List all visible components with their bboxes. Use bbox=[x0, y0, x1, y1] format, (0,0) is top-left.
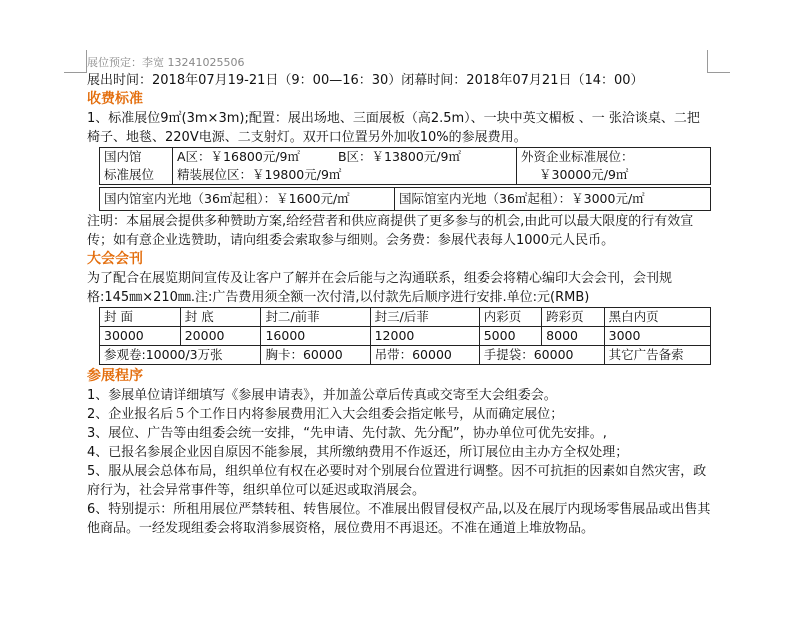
ad-header-cell: 封 面 bbox=[100, 308, 181, 327]
procedure-item: 4、已报名参展企业因自原因不能参展，其所缴纳费用不作返还，所订展位由主办方全权处理； bbox=[87, 445, 629, 460]
other-ads: 其它广告备索 bbox=[604, 346, 710, 365]
procedure-heading: 参展程序 bbox=[87, 368, 143, 384]
domestic-standard-label: 国内馆 标准展位 bbox=[100, 148, 173, 185]
deluxe-price: 精装展位区：￥19800元/9㎡ bbox=[177, 167, 342, 182]
ad-value-row bbox=[100, 327, 711, 346]
domestic-prices bbox=[173, 148, 517, 185]
visitor-ticket: 参观卷:10000/3万张 bbox=[100, 346, 261, 365]
procedure-item: 6、特别提示：所租用展位严禁转租、转售展位。不准展出假冒侵权产品,以及在展厅内现场零售展品或出售其他商品。一经发现组委会将取消参展资格，展位费用不再退还。不准在通道上堆放物品。 bbox=[87, 502, 711, 536]
ad-value-cell: 5000 bbox=[479, 327, 541, 346]
fees-heading: 收费标准 bbox=[87, 91, 143, 107]
fees-paragraph: 1、标准展位9㎡(3m×3m);配置：展出场地、三面展板（高2.5m）、一块中英文楣板 、一 张洽谈桌、二把椅子、地毯、220V电源、二支射灯。双开口位置另外加收10%的参展费用。 bbox=[87, 111, 700, 145]
area-a-price: A区：￥16800元/9㎡ bbox=[177, 149, 300, 164]
ad-header-row bbox=[100, 308, 711, 327]
ad-value-cell: 12000 bbox=[370, 327, 479, 346]
lanyard-ad: 吊带：60000 bbox=[370, 346, 479, 365]
area-b-price: B区：￥13800元/9㎡ bbox=[337, 149, 461, 164]
intl-raw-space: 国际馆室内光地（36㎡起租）：￥3000元/㎡ bbox=[395, 188, 711, 211]
procedure-item: 5、服从展会总体布局，组织单位有权在必要时对个别展台位置进行调整。因不可抗拒的因素如自然灾害，政府行为，社会异常事件等，组织单位可以延迟或取消展会。 bbox=[87, 464, 707, 498]
domestic-raw-space: 国内馆室内光地（36㎡起租）：￥1600元/㎡ bbox=[100, 188, 395, 211]
ad-header-cell: 封三/后菲 bbox=[370, 308, 479, 327]
ad-value-cell: 30000 bbox=[100, 327, 181, 346]
ad-header-cell: 封 底 bbox=[180, 308, 261, 327]
sponsor-note: 注明：本届展会提供多种赞助方案,给经营者和供应商提供了更多参与的机会,由此可以最大限度的行有效宣传；如有意企业选赞助，请向组委会索取参与细则。会务费：参展代表每人1000元人民币。 bbox=[87, 214, 694, 248]
ad-value-cell: 16000 bbox=[261, 327, 370, 346]
ad-header-cell: 黑白内页 bbox=[604, 308, 710, 327]
ad-header-cell: 内彩页 bbox=[479, 308, 541, 327]
ad-value-cell: 20000 bbox=[180, 327, 261, 346]
badge-ad: 胸卡：60000 bbox=[261, 346, 370, 365]
journal-paragraph: 为了配合在展览期间宣传及让客户了解并在会后能与之沟通联系，组委会将精心编印大会会刊，会刊规格:145㎜×210㎜.注:广告费用须全额一次付清,以付款先后顺序进行安排.单位:元(RMB) bbox=[87, 271, 673, 305]
journal-heading: 大会会刊 bbox=[87, 251, 143, 267]
handbag-ad: 手提袋：60000 bbox=[479, 346, 604, 365]
ad-price-table bbox=[99, 307, 711, 365]
raw-space-table bbox=[99, 187, 711, 211]
document-page bbox=[87, 55, 712, 538]
booth-price-table bbox=[99, 147, 711, 185]
foreign-booth: 外资企业标准展位： ￥30000元/9㎡ bbox=[517, 148, 711, 185]
procedure-item: 3、展位、广告等由组委会统一安排，“先申请、先付款、先分配”，协办单位可优先安排。, bbox=[87, 426, 607, 441]
procedure-item: 1、参展单位请详细填写《参展申请表》，并加盖公章后传真或交寄至大会组委会。 bbox=[87, 388, 557, 403]
booking-contact: 展位预定：李宽 13241025506 bbox=[87, 56, 245, 69]
ad-value-cell: 3000 bbox=[604, 327, 710, 346]
crop-mark-top-left bbox=[64, 50, 87, 73]
ad-header-cell: 封二/前菲 bbox=[261, 308, 370, 327]
ad-extra-row bbox=[100, 346, 711, 365]
procedure-item: 2、企业报名后５个工作日内将参展费用汇入大会组委会指定帐号，从而确定展位； bbox=[87, 407, 564, 422]
ad-value-cell: 8000 bbox=[542, 327, 604, 346]
ad-header-cell: 跨彩页 bbox=[542, 308, 604, 327]
exhibition-time: 展出时间：2018年07月19-21日（9：00—16：30）闭幕时间：2018年07月21日（14：00） bbox=[87, 73, 644, 88]
